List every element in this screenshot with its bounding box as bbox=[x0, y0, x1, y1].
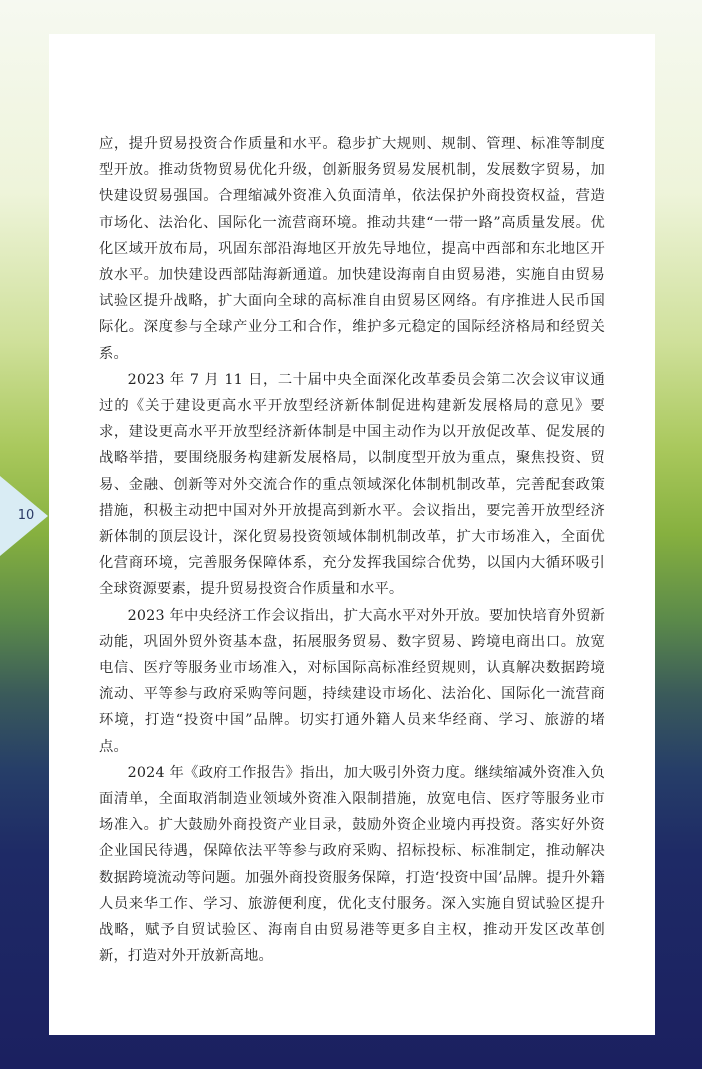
body-text bbox=[99, 131, 605, 970]
paragraph: 2024 年《政府工作报告》指出，加大吸引外资力度。继续缩减外资准入负面清单，全面取消制造业领域外资准入限制措施，放宽电信、医疗等服务业市场准入。扩大鼓励外商投资产业目录，鼓励外资企业境内再投资。落实好外资企业国民待遇，保障依法平等参与政府采购、招标投标、标准制定，推动解决数据跨境流动等问题。加强外商投资服务保障，打造‘投资中国’品牌。提升外籍人员来华工作、学习、旅游便利度，优化支付服务。深入实施自贸试验区提升战略，赋予自贸试验区、海南自由贸易港等更多自主权，推动开发区改革创新，打造对外开放新高地。 bbox=[99, 764, 605, 965]
page-number: 10 bbox=[17, 508, 35, 523]
paragraph: 2023 年中央经济工作会议指出，扩大高水平对外开放。要加快培育外贸新动能，巩固外贸外资基本盘，拓展服务贸易、数字贸易、跨境电商出口。放宽电信、医疗等服务业市场准入，对标国际高标准经贸规则，认真解决数据跨境流动、平等参与政府采购等问题，持续建设市场化、法治化、国际化一流营商环境，打造“投资中国”品牌。切实打通外籍人员来华经商、学习、旅游的堵点。 bbox=[99, 607, 605, 755]
paragraph: 应，提升贸易投资合作质量和水平。稳步扩大规则、规制、管理、标准等制度型开放。推动货物贸易优化升级，创新服务贸易发展机制，发展数字贸易，加快建设贸易强国。合理缩减外资准入负面清单，依法保护外商投资权益，营造市场化、法治化、国际化一流营商环境。推动共建“一带一路”高质量发展。优化区域开放布局，巩固东部沿海地区开放先导地位，提高中西部和东北地区开放水平。加快建设西部陆海新通道。加快建设海南自由贸易港，实施自由贸易试验区提升战略，扩大面向全球的高标准自由贸易区网络。有序推进人民币国际化。深度参与全球产业分工和合作，维护多元稳定的国际经济格局和经贸关系。 bbox=[99, 136, 605, 362]
paragraph: 2023 年 7 月 11 日，二十届中央全面深化改革委员会第二次会议审议通过的《关于建设更高水平开放型经济新体制促进构建新发展格局的意见》要求，建设更高水平开放型经济新体制是中国主动作为以开放促改革、促发展的战略举措，要围绕服务构建新发展格局，以制度型开放为重点，聚焦投资、贸易、金融、创新等对外交流合作的重点领域深化体制机制改革，完善配套政策措施，积极主动把中国对外开放提高到新水平。会议指出，要完善开放型经济新体制的顶层设计，深化贸易投资领域体制机制改革，扩大市场准入，全面优化营商环境，完善服务保障体系，充分发挥我国综合优势，以国内大循环吸引全球资源要素，提升贸易投资合作质量和水平。 bbox=[99, 371, 605, 598]
